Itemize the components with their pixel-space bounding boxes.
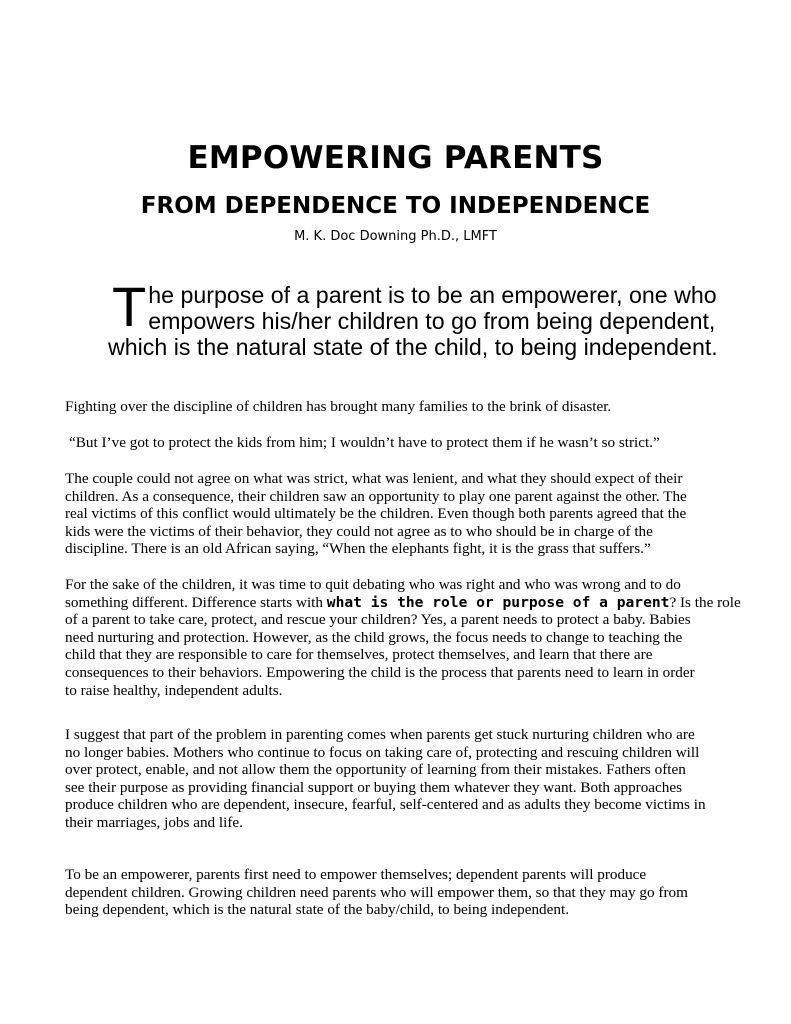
document-subtitle: FROM DEPENDENCE TO INDEPENDENCE [140,193,651,219]
text-line: over protect, enable, and not allow them the opportunity of learning from their mistakes. Fathers often [65,761,686,779]
document-title: EMPOWERING PARENTS [187,140,604,176]
text-line: need nurturing and protection. However, as the child grows, the focus needs to change to teaching the [65,628,683,646]
text-line: To be an empowerer, parents first need to empower themselves; dependent parents will produce [65,866,647,883]
text-line: “But I’ve got to protect the kids from him; I wouldn’t have to protect them if he wasn’t so strict.” [69,434,660,451]
text-line: no longer babies. Mothers who continue to focus on taking care of, protecting and rescuing children will [65,743,700,761]
text-line: dependent children. Growing children need parents who will empower them, so that they may go from [65,883,688,901]
text-line: For the sake of the children, it was time to quit debating who was right and who was wrong and to do [65,576,681,593]
text-line: discipline. There is an old African saying, “When the elephants fight, it is the grass that suffers.” [65,540,651,558]
text-line: produce children who are dependent, insecure, fearful, self-centered and as adults they become victims in [65,796,706,814]
paragraph-role-of-parent [65,576,740,699]
paragraph-couple-disagreement [65,470,740,558]
intro-line: empowers his/her children to go from being dependent, [148,308,716,334]
text-line: real victims of this conflict would ultimately be the children. Even though both parents agreed that the [65,505,687,523]
text-line: The couple could not agree on what was strict, what was lenient, and what they should expect of their [65,470,683,487]
paragraph-empowerer [65,866,740,919]
paragraph-quote [69,434,744,452]
text-line: child that they are responsible to care for themselves, protect themselves, and learn that there are [65,646,653,664]
text-line: to raise healthy, independent adults. [65,681,283,699]
text-line: children. As a consequence, their children saw an opportunity to play one parent against the other. The [65,487,687,505]
paragraph-stuck-nurturing [65,726,740,832]
author-line: M. K. Doc Downing Ph.D., LMFT [294,229,497,244]
text-line: consequences to their behaviors. Empowering the child is the process that parents need to learn in order [65,663,695,681]
text-line: Fighting over the discipline of children has brought many families to the brink of disaster. [65,398,612,415]
intro-statement [108,275,734,360]
intro-line: which is the natural state of the child, to being independent. [108,334,718,360]
text-segment: ? Is the role [669,593,741,611]
text-line: being dependent, which is the natural state of the baby/child, to being independent. [65,901,569,919]
text-line: kids were the victims of their behavior, they could not agree as to who should be in charge of the [65,522,653,540]
text-line: I suggest that part of the problem in parenting comes when parents get stuck nurturing children who are [65,726,695,743]
text-segment: something different. Difference starts with [65,593,327,611]
text-line: their marriages, jobs and life. [65,813,243,831]
drop-cap: T [112,275,147,338]
emphasized-question: what is the role or purpose of a parent [326,593,670,611]
text-line: of a parent to take care, protect, and rescue your children? Yes, a parent needs to protect a baby. Babies [65,611,691,629]
intro-line: he purpose of a parent is to be an empowerer, one who [148,282,717,308]
text-line [65,594,740,612]
paragraph-discipline-conflict [65,398,740,416]
text-line: see their purpose as providing financial support or buying them whatever they want. Both approaches [65,778,683,796]
